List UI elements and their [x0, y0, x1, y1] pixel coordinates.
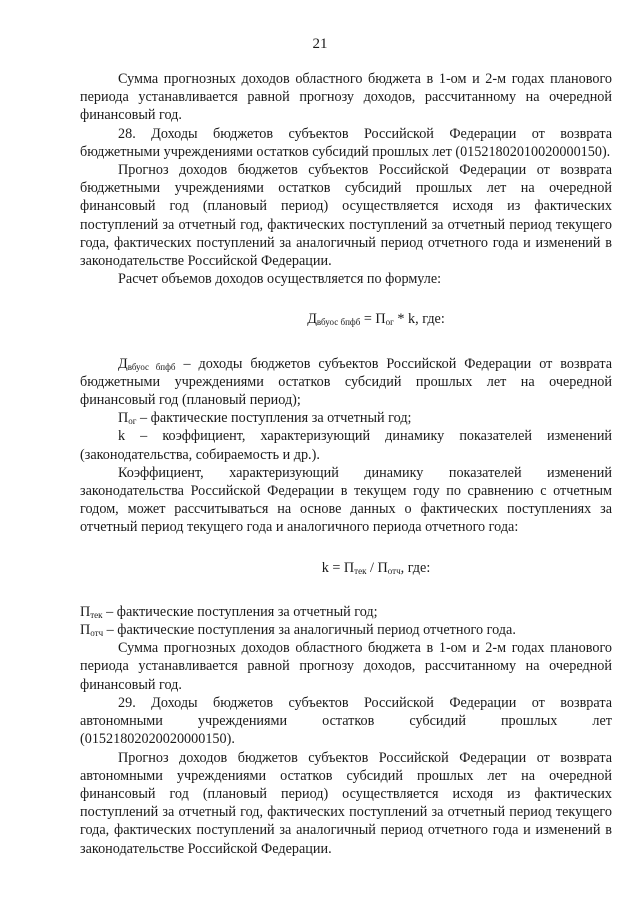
def-subscript: отч [90, 628, 104, 639]
def-symbol: П [118, 410, 129, 427]
definition-reporting-receipts [80, 621, 612, 639]
formula-part: k = П [321, 559, 355, 576]
def-symbol: Д [118, 355, 128, 372]
formula-part: / П [366, 559, 388, 576]
definition-actual-receipts [80, 409, 612, 427]
def-subscript: вбуос бпфб [127, 361, 176, 372]
formula-subscript: ог [385, 317, 394, 328]
formula-tail: * k, где: [393, 311, 445, 328]
def-text: – фактические поступления за отчетный год; [136, 410, 412, 427]
formula-coefficient [80, 559, 612, 577]
document-body [80, 70, 612, 858]
paragraph-formula-intro: Расчет объемов доходов осуществляется по формуле: [118, 271, 442, 288]
def-symbol: П [80, 603, 91, 620]
formula-subscript: вбуос бпфб [316, 317, 361, 328]
section-28-heading: 28. Доходы бюджетов субъектов Российской Федерации от возврата бюджетными учреждениями остатков субсидий прошлых лет (01521802010020000150). [80, 125, 612, 160]
def-symbol: П [80, 622, 91, 639]
def-subscript: ог [128, 416, 137, 427]
paragraph-forecast-sum-1: Сумма прогнозных доходов областного бюджета в 1-ом и 2-м годах планового периода устанавливается равной прогнозу доходов, рассчитанному на очередной финансовый год. [80, 71, 612, 124]
formula-symbol: Д [307, 311, 317, 328]
page-number: 21 [312, 36, 328, 52]
definition-coefficient: k – коэффициент, характеризующий динамику показателей изменений (законодательства, собираемость и др.). [80, 428, 612, 463]
def-text: – доходы бюджетов субъектов Российской Федерации от возврата бюджетными учреждениями остатков субсидий прошлых лет на очередной финансовый год (плановый период); [80, 355, 612, 409]
paragraph-forecast-method-28: Прогноз доходов бюджетов субъектов Российской Федерации от возврата бюджетными учреждениями остатков субсидий прошлых лет на очередной финансовый год (плановый период) осуществляется исходя из фактических поступлений за отчетный год, фактических поступлений за отчетный период текущего года, фактических поступлений за аналогичный период отчетного года и изменений в законодательстве Российской Федерации. [80, 162, 612, 270]
paragraph-coefficient-explanation: Коэффициент, характеризующий динамику показателей изменений законодательства Российской Федерации в текущем году по сравнению с отчетным годом, может рассчитываться на основе данных о фактических поступлениях за отчетный период текущего года и аналогичного периода отчетного года: [80, 464, 612, 536]
def-text: – фактические поступления за отчетный год; [102, 603, 378, 620]
def-subscript: тек [90, 609, 103, 620]
formula-equals: = П [360, 311, 386, 328]
definition-revenue [80, 355, 612, 410]
formula-subscript: тек [354, 565, 367, 576]
formula-part: , где: [400, 559, 431, 576]
def-text: – фактические поступления за аналогичный период отчетного года. [103, 622, 516, 639]
paragraph-forecast-sum-2: Сумма прогнозных доходов областного бюджета в 1-ом и 2-м годах планового периода устанавливается равной прогнозу доходов, рассчитанному на очередной финансовый год. [80, 640, 612, 693]
formula-revenue [80, 310, 612, 328]
formula-subscript: отч [387, 565, 401, 576]
paragraph-forecast-method-29: Прогноз доходов бюджетов субъектов Российской Федерации от возврата автономными учреждениями остатков субсидий прошлых лет на очередной финансовый год (плановый период) осуществляется исходя из фактических поступлений за отчетный год, фактических поступлений за отчетный период текущего года, фактических поступлений за аналогичный период отчетного года и изменений в законодательстве Российской Федерации. [80, 749, 612, 857]
section-29-heading: 29. Доходы бюджетов субъектов Российской Федерации от возврата автономными учреждениями остатков субсидий прошлых лет (01521802020020000150). [80, 694, 612, 748]
definition-current-receipts [80, 603, 612, 621]
